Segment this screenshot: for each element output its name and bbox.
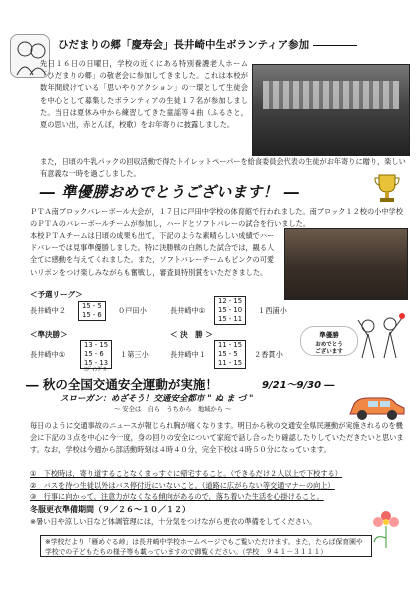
volleyball-photo <box>284 228 408 300</box>
group-row-1-result: ０戸田小 <box>118 306 147 315</box>
section1-body2: また，日頃の牛乳パックの回収活動で得たトイレットペーパーを給食委員会代表の生徒がお年寄りに贈り，楽しい有意義な一時を過ごしました。 <box>40 157 406 179</box>
section1-title: ひだまりの郷「慶寿会」長井崎中生ボランティア参加 <box>58 38 410 52</box>
trophy-icon <box>372 172 402 204</box>
final-heading: ＜ 決 勝 ＞ <box>170 330 213 339</box>
semi-scores: 13 - 15 15 - 6 15 - 13 <box>80 340 112 369</box>
choir-photo <box>252 64 410 156</box>
section1-body: 先日１６日の日曜日，学校の近くにある特別養護老人ホーム「ひだまりの郷」の敬老会に参加してきました。これは本校が数年間続けている「思いやりアクション」の一環として生徒会を中心として募集したボランティアの生徒１７名が参加しました。当日は夏休み中から練習してきた童謡等４曲（ふるさと，夏の思い出，赤とんぼ，校歌）をお年寄りに披露しました。 <box>40 59 248 130</box>
semi-heading: ＜準決勝＞ <box>30 330 68 339</box>
semi-note: ﾖﾃﾞｨﾝｸﾞｽ <box>84 367 107 373</box>
group-row-2-left: 長井崎中① <box>170 306 206 315</box>
group-heading: ＜予選リーグ＞ <box>30 290 83 299</box>
final-left: 長井崎中１ <box>170 350 206 359</box>
section3-body: 毎日のように交通事故のニュースが報じられ胸が痛くなります。明日から秋の交通安全県民運動が実施されるのを機会に下記の３点を中心に今一度，身の回りの安全について家庭で話し合ったり確認したりしていただきたいと思います。なお，学校は今週から部活動時刻は４時４０分，完全下校は４時５０分になっています。 <box>30 421 404 455</box>
traffic-slogan: スローガン：めざそう！交通安全都市 " ぬ ま づ " <box>60 394 254 404</box>
safety-rule-1: ① 下校時は，寄り道することなくまっすぐに帰宅すること。（できるだけ２人以上で下校する） <box>30 469 342 478</box>
final-result: ２香貫小 <box>254 350 283 359</box>
section2-title: ― 準優勝おめでとうございます！ ― <box>40 183 300 201</box>
group-row-2-result: １西浦小 <box>258 306 287 315</box>
safety-rules-list <box>30 468 408 503</box>
safety-rule-3: ③ 行事に向かって，注意力がなくなる傾向があるので，落ち着いた生活を心掛けること。 <box>30 492 324 502</box>
group-row-2-scores: 12 - 15 15 - 10 15 - 11 <box>214 296 246 325</box>
semi-left: 長井崎中① <box>30 350 66 359</box>
cheering-people-icon <box>352 312 408 360</box>
section2-body-narrow: 本校ＰＴＡチームは日頃の成果も出て，下記のような素晴らしい成績でハードバレーでは見事準優勝しました。特に決勝戦の白熱した試合では，観る人全てに感動を与えてくれました。また，ソフトバレーチームもピンクの可愛いリボンをつけ楽しみながらも奮戦し，審査員特別賞をいただきました。 <box>30 231 275 277</box>
car-icon <box>346 392 408 422</box>
website-notice: ※学校だより「雁めぐる峠」は長井崎中学校ホームページでもご覧いただけます。また，たらば保育園や学校での子どもたちの様子等も載っていますので御覧ください。（学校 ９４１－３１１１） <box>40 535 372 557</box>
section2-body: ＰＴＡ南ブロックバレーボール大会が，１７日に戸田中学校の体育館で行われました。南ブロック１２校の小中学校のＰＴＡのバレーボールチームが参加し，ハードとソフトバレーの試合を行いました。 <box>30 207 403 229</box>
section3-title: ― 秋の全国交通安全運動が実施！ <box>26 377 218 392</box>
uniform-change-title: 冬服更衣準備期間（９／２６～１０／１２） <box>30 505 190 514</box>
semi-result: １第三小 <box>120 350 149 359</box>
section3-dates: 9/21～9/30 ― <box>262 380 335 391</box>
traffic-slogan-sub: ～ 安全は 自ら うちから 地域から ～ <box>114 406 232 413</box>
group-row-1-left: 長井崎中２ <box>30 306 66 315</box>
group-row-1-scores: 15 - 5 15 - 6 <box>78 301 106 321</box>
uniform-change-body: ※暑い日や涼しい日など体調管理には，十分気をつけながら更衣の準備をしてください。 <box>30 517 317 526</box>
runner-up-badge: 準優勝 おめでとう ございます <box>300 326 358 356</box>
final-scores: 11 - 15 15 - 5 11 - 15 <box>214 340 246 369</box>
safety-rule-2: ② バスを待つ生徒以外はバス停付近にいないこと。（道路に広がらない等交通マナーの向上） <box>30 480 335 490</box>
flower-icon <box>366 504 406 552</box>
